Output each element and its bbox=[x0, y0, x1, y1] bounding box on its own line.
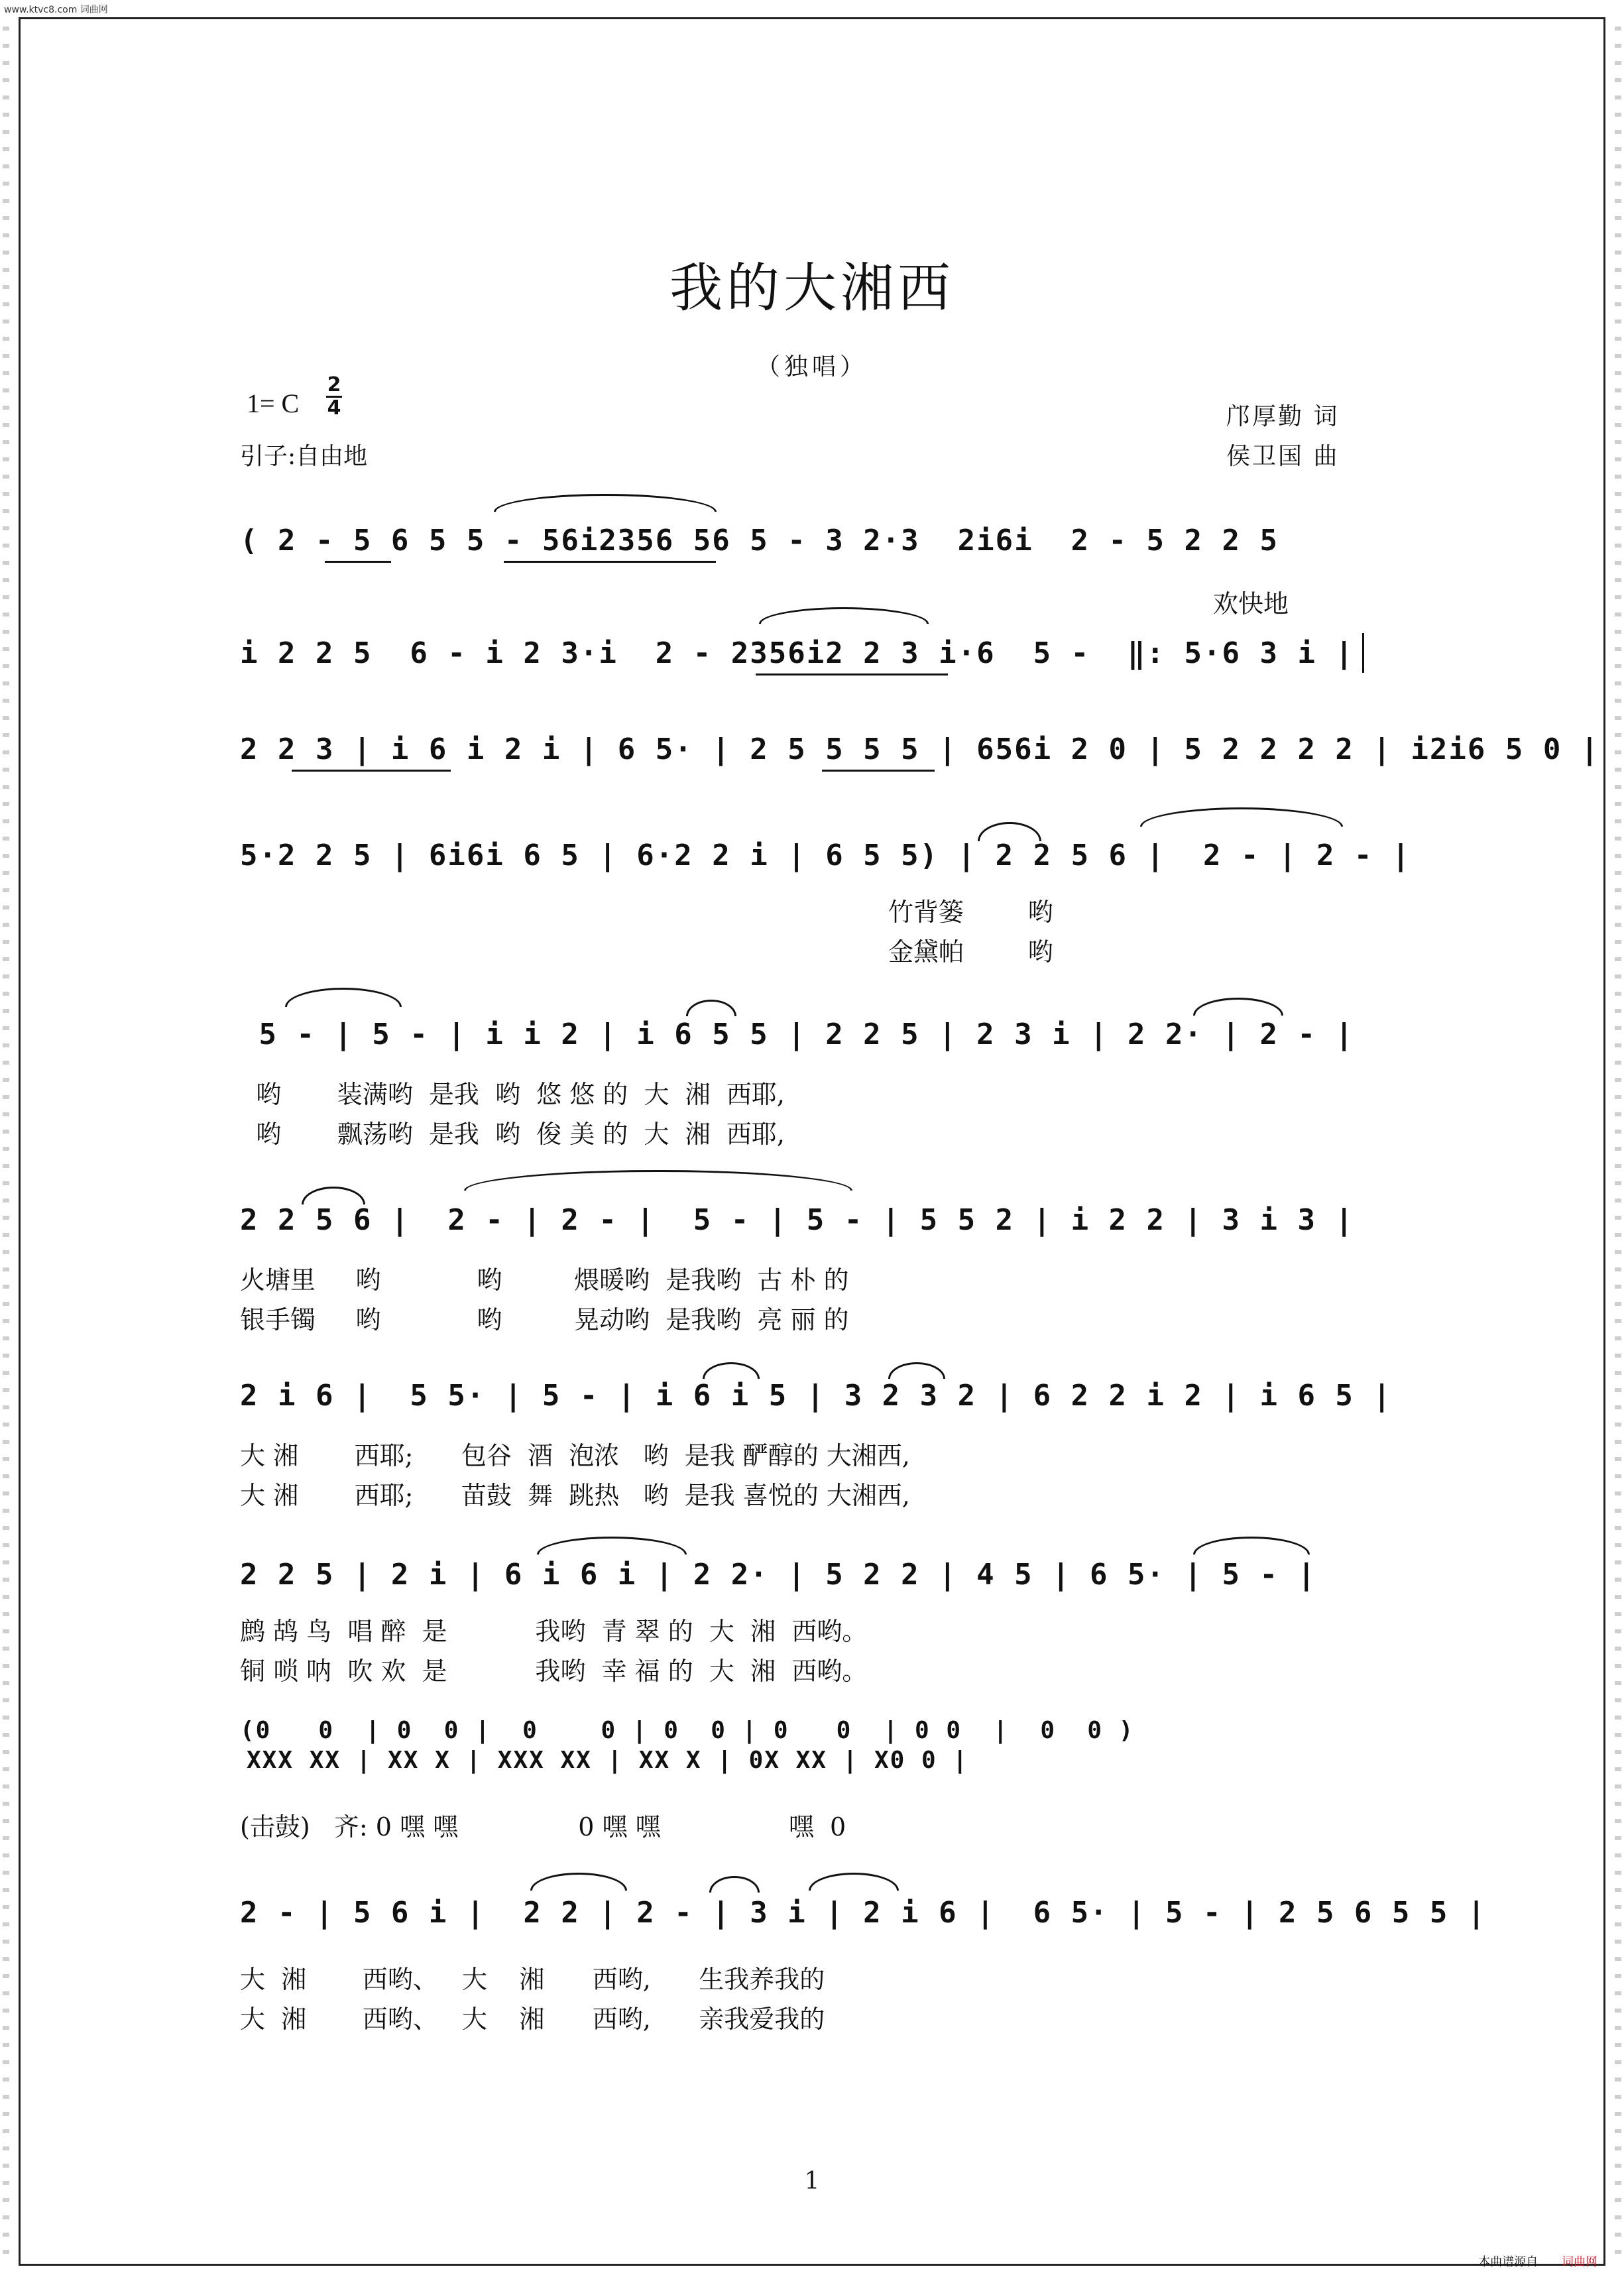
lyric-verse-2: 哟 飘荡哟 是我 哟 俊 美 的 大 湘 西耶, bbox=[240, 1120, 785, 1149]
lyric-verse-1: 大 湘 西耶; 包谷 酒 泡浓 哟 是我 酽醇的 大湘西, bbox=[240, 1441, 910, 1470]
composer-credit: 侯卫国 曲 bbox=[1226, 443, 1340, 470]
notes-row-10: 2 - | 5 6 i | 2 2 | 2 - | 3 i | 2 i 6 | 6 5· | 5 - | 2 5 6 5 5 | bbox=[240, 1896, 1487, 1930]
notes-row-1: ( 2 - 5 6 5 5 - 56i2356 56 5 - 3 2·3 2i6i 2 - 5 2 2 5 bbox=[240, 524, 1279, 557]
source-footer bbox=[1478, 2253, 1597, 2270]
beam-line bbox=[292, 770, 451, 772]
notes-row-7: 2 i 6 | 5 5· | 5 - | i 6 i 5 | 3 2 3 2 | 6 2 2 i 2 | i 6 5 | bbox=[240, 1379, 1392, 1413]
time-signature bbox=[326, 375, 342, 419]
key-signature: 1= C bbox=[247, 388, 300, 418]
lyric-verse-1: 大 湘 西哟、 大 湘 西哟, 生我养我的 bbox=[240, 1965, 825, 1994]
notes-row-2: i 2 2 5 6 - i 2 3·i 2 - 2356i2 2 3 i·6 5 - ‖: 5·6 3 i | bbox=[240, 636, 1354, 670]
notes-row-6: 2 2 5 6 | 2 - | 2 - | 5 - | 5 - | 5 5 2 | i 2 2 | 3 i 3 | bbox=[240, 1203, 1354, 1237]
beam-line bbox=[756, 673, 948, 675]
drum-vocal-cue: (击鼓) 齐: 0 嘿 嘿 0 嘿 嘿 嘿 0 bbox=[240, 1812, 846, 1842]
lyric-verse-1: 竹背篓 哟 bbox=[888, 898, 1053, 927]
notes-row-5: 5 - | 5 - | i i 2 | i 6 5 5 | 2 2 5 | 2 3 i | 2 2· | 2 - | bbox=[240, 1018, 1354, 1051]
beam-line bbox=[504, 561, 716, 563]
site-watermark: www.ktvc8.com 词曲网 bbox=[4, 5, 108, 15]
lyric-verse-2: 大 湘 西耶; 苗鼓 舞 跳热 哟 是我 喜悦的 大湘西, bbox=[240, 1481, 910, 1510]
lyric-verse-2: 铜 唢 呐 吹 欢 是 我哟 幸 福 的 大 湘 西哟。 bbox=[240, 1657, 868, 1686]
notes-row-4: 5·2 2 5 | 6i6i 6 5 | 6·2 2 i | 6 5 5) | 2 2 5 6 | 2 - | 2 - | bbox=[240, 839, 1411, 872]
drum-accent-row: (0 0 | 0 0 | 0 0 | 0 0 | 0 0 | 0 0 | 0 0 ) bbox=[240, 1717, 1135, 1744]
source-site: 词曲网 bbox=[1562, 2255, 1597, 2269]
lyric-verse-1: 鹧 鸪 鸟 唱 醉 是 我哟 青 翠 的 大 湘 西哟。 bbox=[240, 1617, 868, 1646]
time-numerator: 2 bbox=[327, 373, 341, 396]
beam-line bbox=[325, 561, 391, 563]
page-number: 1 bbox=[804, 2168, 820, 2195]
lyricist-credit: 邝厚勤 词 bbox=[1226, 403, 1340, 430]
score-subtitle: （独唱） bbox=[756, 353, 868, 380]
lyric-verse-1: 火塘里 哟 哟 煨暖哟 是我哟 古 朴 的 bbox=[240, 1265, 849, 1295]
lyric-verse-2: 金黛帕 哟 bbox=[888, 937, 1053, 966]
source-label: 本曲谱源自 bbox=[1478, 2255, 1538, 2269]
drum-pattern-row: XXX XX | XX X | XXX XX | XX X | 0X XX | X0 0 | bbox=[247, 1747, 968, 1774]
bar-line bbox=[1362, 633, 1364, 673]
intro-marking: 引子:自由地 bbox=[240, 443, 368, 470]
notes-row-8: 2 2 5 | 2 i | 6 i 6 i | 2 2· | 5 2 2 | 4 5 | 6 5· | 5 - | bbox=[240, 1558, 1316, 1592]
lyric-verse-2: 银手镯 哟 哟 晃动哟 是我哟 亮 丽 的 bbox=[240, 1305, 849, 1334]
time-denominator: 4 bbox=[327, 396, 341, 420]
notes-row-3: 2 2 3 | i 6 i 2 i | 6 5· | 2 5 5 5 5 | 656i 2 0 | 5 2 2 2 2 | i2i6 5 0 | bbox=[240, 732, 1600, 766]
lyric-verse-1: 哟 装满哟 是我 哟 悠 悠 的 大 湘 西耶, bbox=[240, 1080, 785, 1109]
lyric-verse-2: 大 湘 西哟、 大 湘 西哟, 亲我爱我的 bbox=[240, 2005, 825, 2034]
tempo-marking: 欢快地 bbox=[1213, 589, 1289, 618]
beam-line bbox=[822, 770, 935, 772]
score-title: 我的大湘西 bbox=[669, 257, 955, 319]
